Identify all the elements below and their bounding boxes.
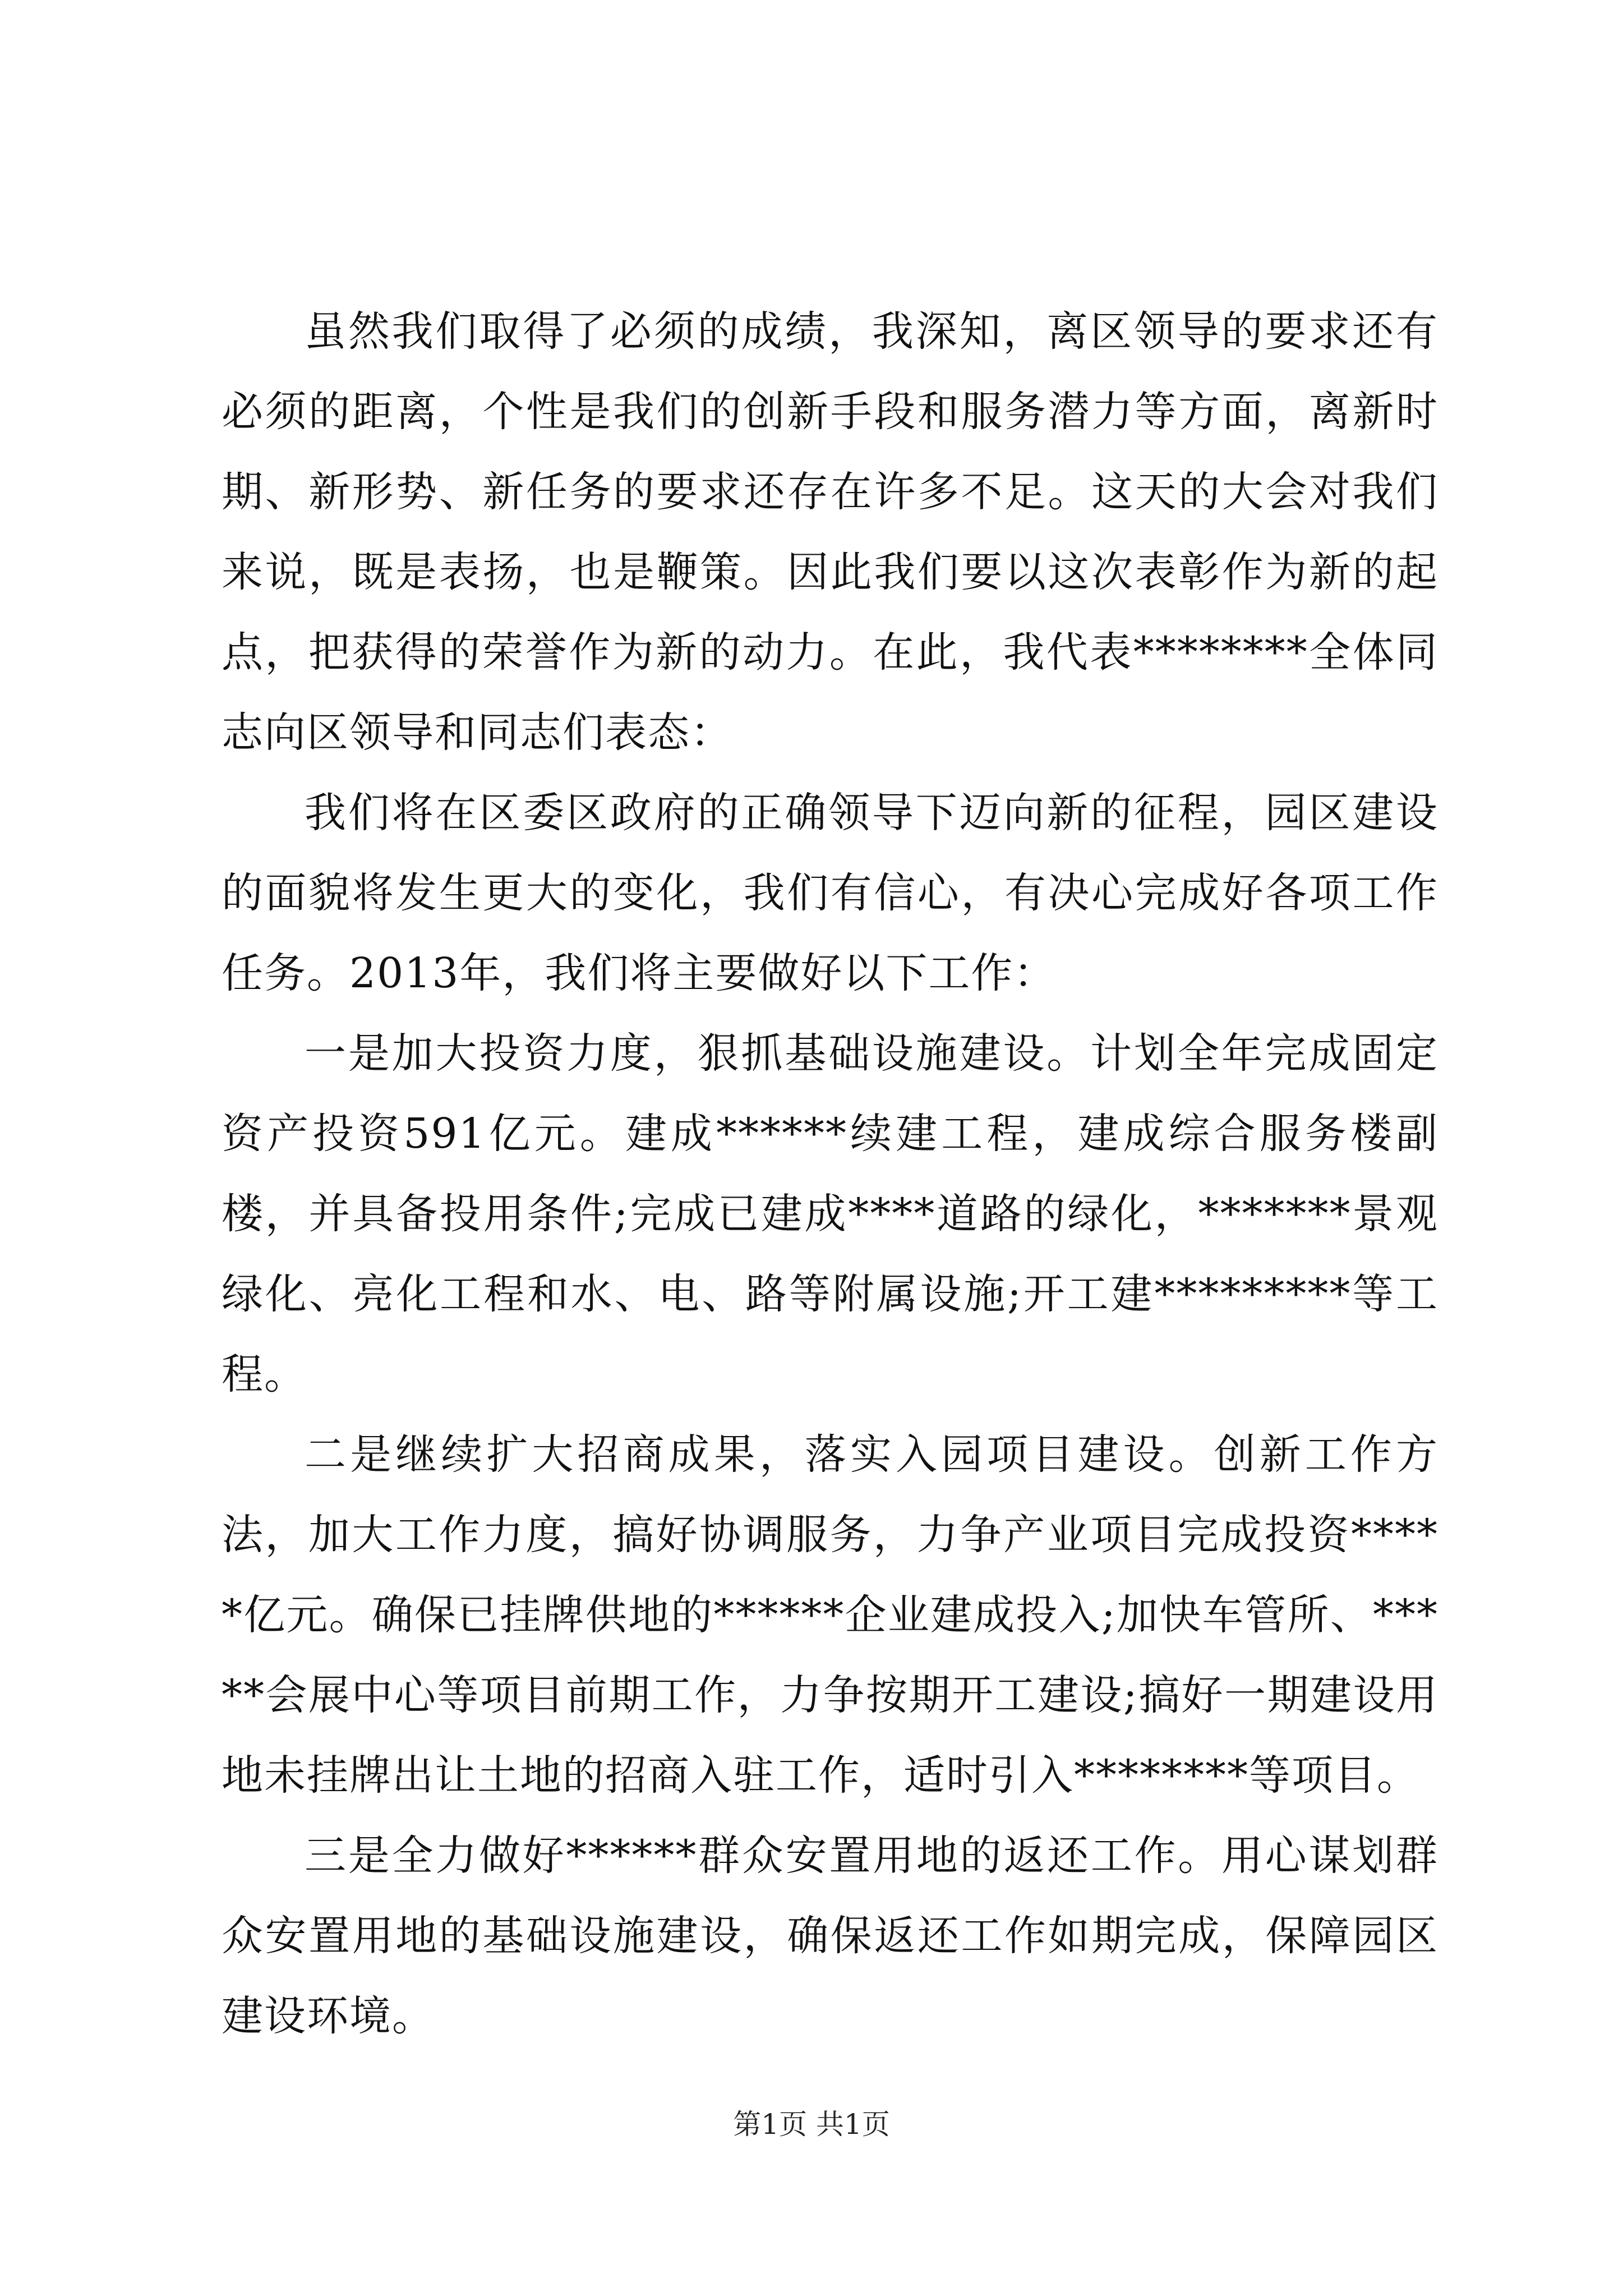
paragraph-task-1: 一是加大投资力度，狠抓基础设施建设。计划全年完成固定资产投资591亿元。建成******续建工程，建成综合服务楼副楼，并具备投用条件;完成已建成****道路的绿化，*******景观绿化、亮化工程和水、电、路等附属设施;开工建*********等工程。: [222, 1029, 1438, 1398]
document-body: [222, 292, 1438, 2056]
paragraph-opening: 虽然我们取得了必须的成绩，我深知，离区领导的要求还有必须的距离，个性是我们的创新手段和服务潜力等方面，离新时期、新形势、新任务的要求还存在许多不足。这天的大会对我们来说，既是表扬，也是鞭策。因此我们要以这次表彰作为新的起点，把获得的荣誉作为新的动力。在此，我代表********全体同志向区领导和同志们表态：: [222, 307, 1438, 757]
paragraph-task-3: 三是全力做好******群众安置用地的返还工作。用心谋划群众安置用地的基础设施建设，确保返还工作如期完成，保障园区建设环境。: [222, 1832, 1438, 2040]
paragraph-task-2: 二是继续扩大招商成果，落实入园项目建设。创新工作方法，加大工作力度，搞好协调服务，力争产业项目完成投资*****亿元。确保已挂牌供地的******企业建成投入;加快车管所、*****会展中心等项目前期工作，力争按期开工建设;搞好一期建设用地未挂牌出让土地的招商入驻工作，适时引入********等项目。: [222, 1430, 1438, 1800]
page-number-footer: 第1页 共1页: [733, 2108, 890, 2141]
paragraph-commitment: 我们将在区委区政府的正确领导下迈向新的征程，园区建设的面貌将发生更大的变化，我们有信心，有决心完成好各项工作任务。2013年，我们将主要做好以下工作：: [222, 789, 1438, 997]
